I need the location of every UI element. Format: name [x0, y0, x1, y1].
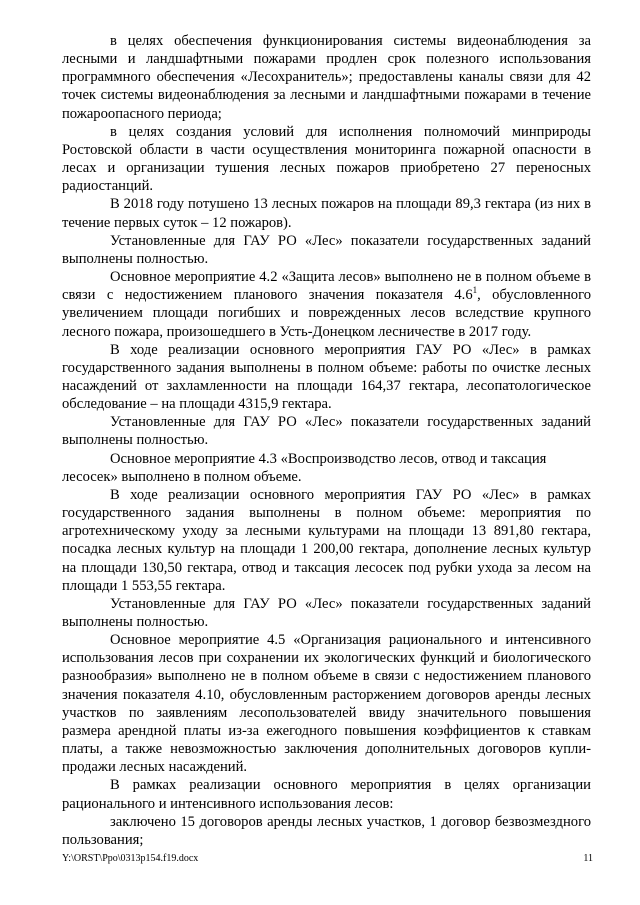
paragraph-measure-4-3: Основное мероприятие 4.3 «Воспроизводство лесов, отвод и таксация лесосек» выполнено в полном объеме. — [62, 450, 547, 485]
paragraph-radio-stations: в целях создания условий для исполнения полномочий минприроды Ростовской области в части осуществления мониторинга пожарной опасности в лесах и организации тушения лесных пожаров приобретено 27 переносных радиостанций. — [62, 123, 591, 195]
paragraph-reforestation-works: В ходе реализации основного мероприятия ГАУ РО «Лес» в рамках государственного задания выполнены в полном объеме: мероприятия по агротехническому уходу за лесными культурами на площади 13 891,80 гектара, посадка лесных культур на площади 1 200,00 гектара, дополнение лесных культур на площади 130,50 гектара, отвод и таксация лесосек под рубки ухода за лесом на площади 1 553,55 гектара. — [62, 486, 591, 594]
paragraph-measure-4-5: Основное мероприятие 4.5 «Организация рационального и интенсивного использования лесов при сохранении их экологических функций и биологического разнообразия» выполнено не в полном объеме в связи с недостижением планового значения показателя 4.10, обусловленным расторжением договоров аренды лесных участков по заявлениям лесопользователей ввиду значительного повышения размера арендной платы из-за ежегодного повышения коэффициентов к ставкам платы, а также невозможностью заключения дополнительных договоров купли-продажи лесных насаждений. — [62, 632, 591, 776]
measure-4-2-text-after: , обусловленного увеличением площади погибших и поврежденных лесов вследствие крупного лесного пожара, произошедшего в Усть-Донецком лесничестве в 2017 году. — [62, 287, 591, 340]
paragraph-tasks-completed-1: Установленные для ГАУ РО «Лес» показатели государственных заданий выполнены полностью. — [62, 232, 591, 267]
paragraph-tasks-completed-2: Установленные для ГАУ РО «Лес» показатели государственных заданий выполнены полностью. — [62, 414, 591, 449]
paragraph-measure-4-2 — [62, 268, 591, 341]
paragraph-rational-use: В рамках реализации основного мероприятия в целях организации рационального и интенсивного использования лесов: — [62, 777, 591, 812]
paragraph-forest-cleaning: В ходе реализации основного мероприятия ГАУ РО «Лес» в рамках государственного задания выполнены в полном объеме: работы по очистке лесных насаждений от захламленности на площади 164,37 гектара, лесопатологическое обследование – на площади 4315,9 гектара. — [62, 341, 591, 413]
paragraph-lease-agreements: заключено 15 договоров аренды лесных участков, 1 договор безвозмездного пользования; — [62, 813, 591, 848]
footnote-marker: 1 — [472, 285, 478, 296]
measure-4-2-text-before: Основное мероприятие 4.2 «Защита лесов» выполнено не в полном объеме в связи с недостижением планового значения показателя 4.6 — [62, 269, 591, 304]
paragraph-fires-2018: В 2018 году потушено 13 лесных пожаров на площади 89,3 гектара (из них в течение первых суток – 12 пожаров). — [62, 196, 591, 231]
page-number: 11 — [583, 853, 593, 864]
footer-file-path: Y:\ORST\Ppo\0313p154.f19.docx — [62, 853, 199, 864]
document-body — [62, 32, 591, 849]
paragraph-video-surveillance: в целях обеспечения функционирования системы видеонаблюдения за лесными и ландшафтными пожарами продлен срок полезного использования программного обеспечения «Лесохранитель»; предоставлены каналы связи для 42 точек системы видеонаблюдения за лесными и ландшафтными пожарами в течение пожароопасного периода; — [62, 33, 591, 122]
paragraph-tasks-completed-3: Установленные для ГАУ РО «Лес» показатели государственных заданий выполнены полностью. — [62, 595, 591, 630]
